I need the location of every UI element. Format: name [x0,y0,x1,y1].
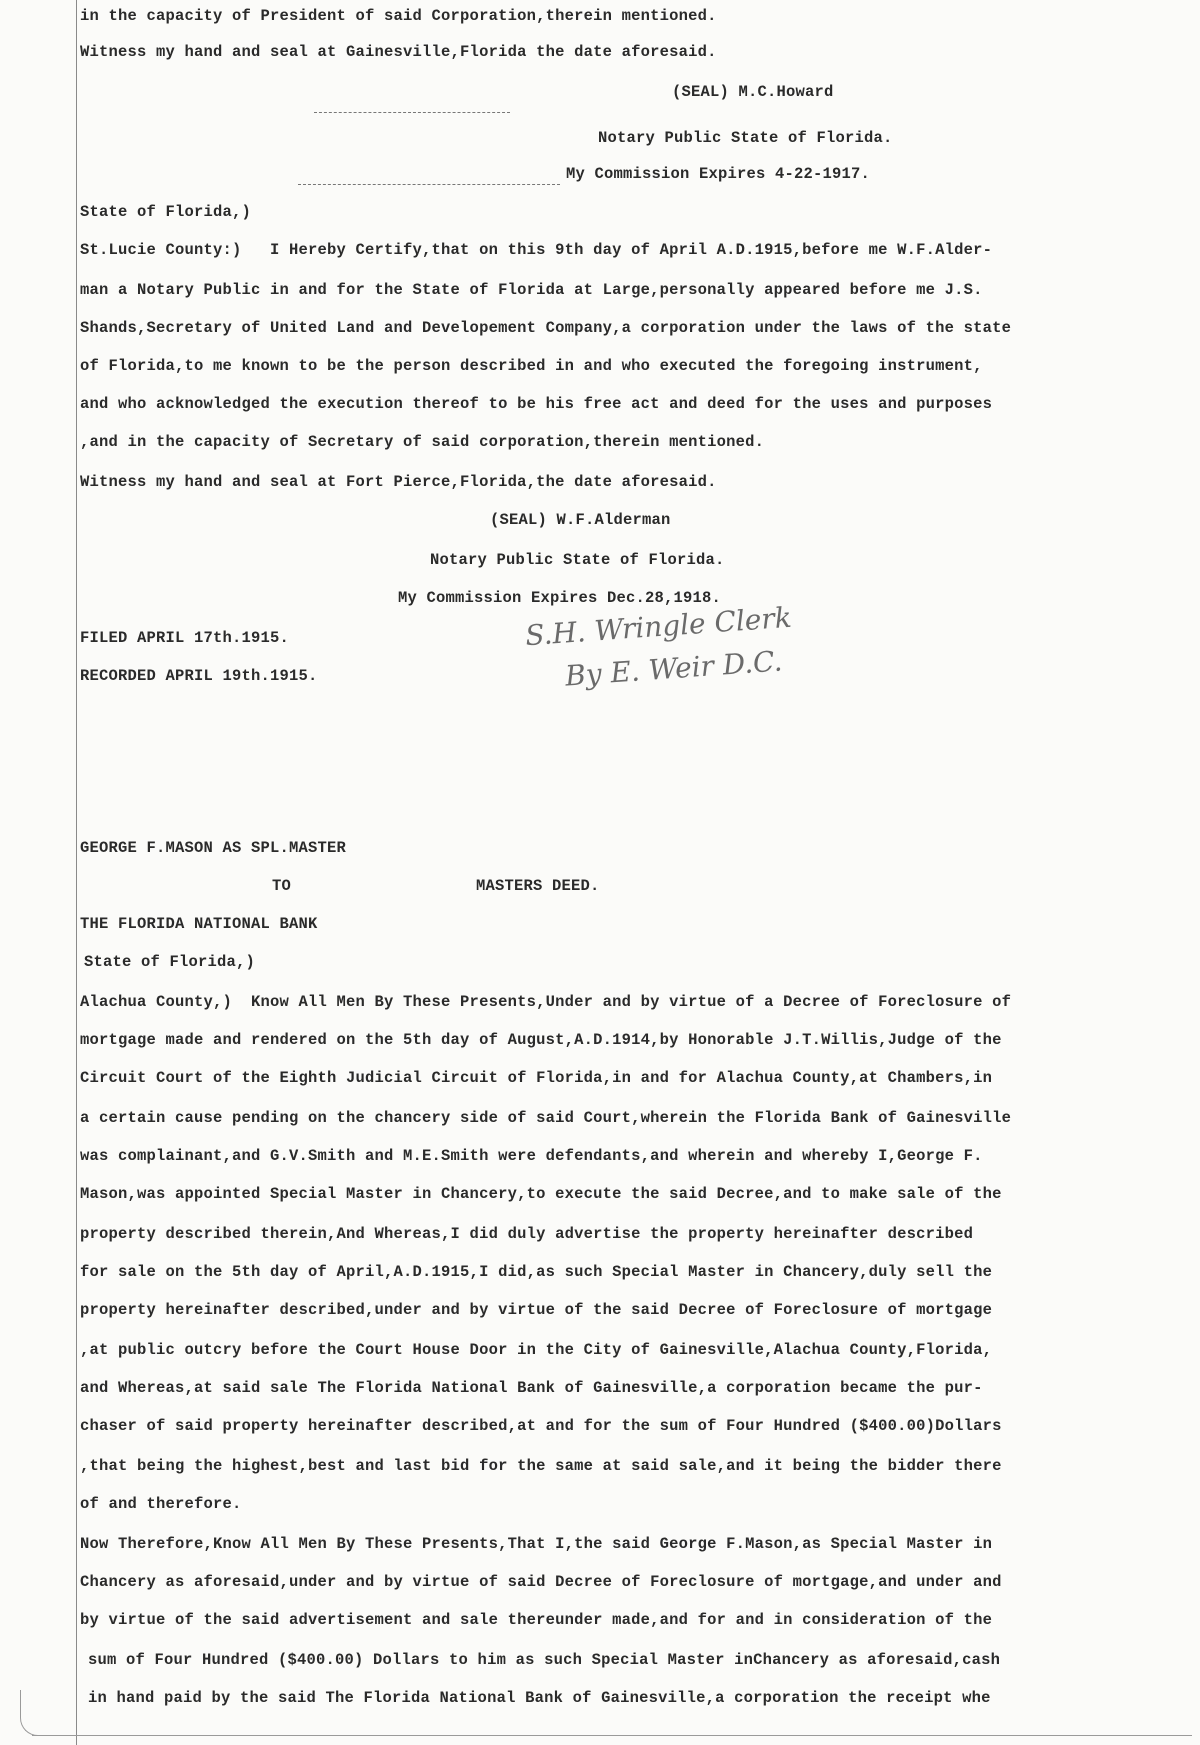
text-line: was complainant,and G.V.Smith and M.E.Smith were defendants,and wherein and whereby I,George F. [80,1147,983,1165]
text-line: man a Notary Public in and for the State of Florida at Large,personally appeared before me J.S. [80,281,983,299]
text-line: a certain cause pending on the chancery side of said Court,wherein the Florida Bank of Gainesville [80,1109,1012,1127]
left-margin-rule [76,0,77,1745]
text-line: St.Lucie County:) I Hereby Certify,that on this 9th day of April A.D.1915,before me W.F.Alder- [80,241,993,259]
text-line: sum of Four Hundred ($400.00) Dollars to him as such Special Master inChancery as aforesaid,cash [88,1651,1001,1669]
text-line: in the capacity of President of said Corporation,therein mentioned. [80,7,717,25]
deed-grantee: THE FLORIDA NATIONAL BANK [80,915,318,933]
filed-date: FILED APRIL 17th.1915. [80,629,290,647]
deputy-signature: By E. Weir D.C. [564,644,784,693]
text-line: ,and in the capacity of Secretary of said corporation,therein mentioned. [80,433,765,451]
text-line: Witness my hand and seal at Fort Pierce,Florida,the date aforesaid. [80,473,717,491]
commission-expiry: My Commission Expires 4-22-1917. [566,165,871,183]
text-line: mortgage made and rendered on the 5th day of August,A.D.1914,by Honorable J.T.Willis,Judge of the [80,1031,1002,1049]
text-line: of and therefore. [80,1495,242,1513]
deed-grantor: GEORGE F.MASON AS SPL.MASTER [80,839,347,857]
text-line: chaser of said property hereinafter described,at and for the sum of Four Hundred ($400.00)Dollars [80,1417,1002,1435]
text-line: Shands,Secretary of United Land and Developement Company,a corporation under the laws of the state [80,319,1012,337]
dashed-rule [314,112,510,113]
text-line: Witness my hand and seal at Gainesville,Florida the date aforesaid. [80,43,717,61]
signature-seal-alderman: (SEAL) W.F.Alderman [490,511,671,529]
notary-title: Notary Public State of Florida. [430,551,725,569]
text-line: Alachua County,) Know All Men By These Presents,Under and by virtue of a Decree of Foreclosure of [80,993,1012,1011]
deed-to: TO [272,877,292,895]
text-line: State of Florida,) [80,203,252,221]
text-line: in hand paid by the said The Florida National Bank of Gainesville,a corporation the receipt whe [88,1689,991,1707]
commission-expiry: My Commission Expires Dec.28,1918. [398,589,722,607]
text-line: and Whereas,at said sale The Florida National Bank of Gainesville,a corporation became the pur- [80,1379,983,1397]
text-line: Now Therefore,Know All Men By These Presents,That I,the said George F.Mason,as Special Master in [80,1535,993,1553]
text-line: of Florida,to me known to be the person described in and who executed the foregoing instrument, [80,357,983,375]
clerk-signature: S.H. Wringle Clerk [524,600,793,653]
text-line: for sale on the 5th day of April,A.D.1915,I did,as such Special Master in Chancery,duly sell the [80,1263,993,1281]
text-line: Chancery as aforesaid,under and by virtue of said Decree of Foreclosure of mortgage,and under and [80,1573,1002,1591]
text-line: and who acknowledged the execution thereof to be his free act and deed for the uses and purposes [80,395,993,413]
text-line: by virtue of the said advertisement and sale thereunder made,and for and in consideration of the [80,1611,993,1629]
signature-seal-howard: (SEAL) M.C.Howard [672,83,834,101]
text-line: Mason,was appointed Special Master in Chancery,to execute the said Decree,and to make sale of the [80,1185,1002,1203]
page-bottom-edge [32,1735,1192,1736]
text-line: property described therein,And Whereas,I did duly advertise the property hereinafter described [80,1225,974,1243]
dashed-rule [298,184,560,185]
text-line: property hereinafter described,under and by virtue of the said Decree of Foreclosure of mortgage [80,1301,993,1319]
text-line: ,that being the highest,best and last bid for the same at said sale,and it being the bidder there [80,1457,1002,1475]
notary-title: Notary Public State of Florida. [598,129,893,147]
deed-title: MASTERS DEED. [476,877,600,895]
recorded-date: RECORDED APRIL 19th.1915. [80,667,318,685]
page-edge-corner [20,1690,61,1736]
text-line: State of Florida,) [84,953,256,971]
text-line: ,at public outcry before the Court House Door in the City of Gainesville,Alachua County,Florida, [80,1341,993,1359]
text-line: Circuit Court of the Eighth Judicial Circuit of Florida,in and for Alachua County,at Chambers,in [80,1069,993,1087]
